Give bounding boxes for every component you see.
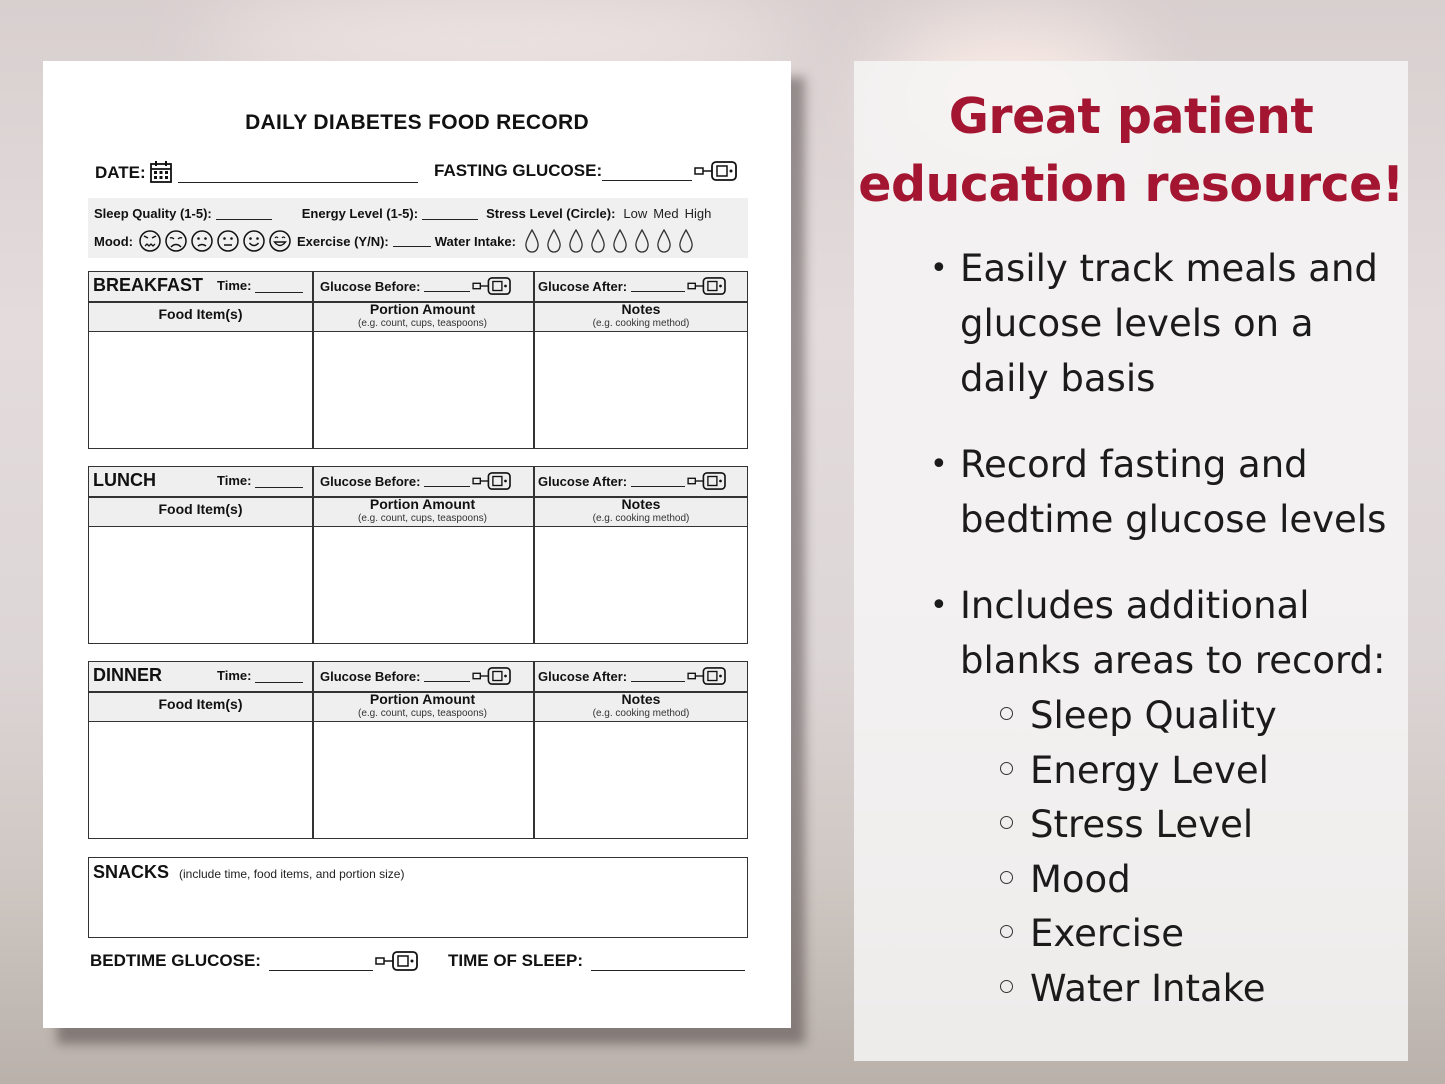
portion-amount-label: Portion Amount: [369, 496, 476, 512]
time-field[interactable]: [255, 281, 303, 293]
meal-section-breakfast: [88, 271, 748, 449]
glucose-before: [320, 277, 512, 295]
glucose-meter-icon: [472, 667, 512, 685]
glucose-meter-icon: [687, 277, 727, 295]
time-of-sleep-label: TIME OF SLEEP:: [448, 951, 584, 970]
notes-hint: (e.g. cooking method): [592, 513, 690, 524]
water-drop-icon[interactable]: [612, 229, 628, 253]
glucose-after-label: Glucose After:: [538, 278, 628, 294]
column-divider: [533, 467, 535, 643]
circle-bullet-icon: [1000, 707, 1013, 720]
portion-hint: (e.g. count, cups, teaspoons): [358, 708, 487, 719]
food-record-sheet: [43, 61, 791, 1028]
portion-amount-label: Portion Amount: [369, 691, 476, 707]
smile-face-icon[interactable]: [243, 230, 265, 252]
sub-item: [1030, 797, 1253, 852]
date-label: DATE:: [95, 163, 146, 182]
portion-header: [312, 301, 533, 329]
sub-item-label: Stress Level: [1030, 803, 1254, 847]
notes-label: Notes: [621, 691, 661, 707]
panel-heading: [854, 83, 1408, 219]
bullet-dot-icon: •: [930, 251, 948, 286]
notes-label: Notes: [621, 496, 661, 512]
glucose-after: [538, 667, 727, 685]
bullet-additional-blanks: [930, 578, 1430, 688]
notes-label: Notes: [621, 301, 661, 317]
glucose-after-field[interactable]: [631, 475, 685, 487]
stress-level-label: Stress Level (Circle):: [486, 206, 616, 221]
heading-line-1: Great patient: [948, 88, 1314, 145]
glucose-after: [538, 472, 727, 490]
time-field[interactable]: [255, 476, 303, 488]
column-divider: [312, 272, 314, 448]
water-intake-label: Water Intake:: [434, 233, 516, 249]
info-row-2: [94, 229, 700, 253]
meal-name: DINNER: [93, 665, 163, 685]
glucose-after-label: Glucose After:: [538, 473, 628, 489]
calendar-icon: [150, 161, 172, 183]
circle-bullet-icon: [1000, 980, 1013, 993]
portion-hint: (e.g. count, cups, teaspoons): [358, 513, 487, 524]
snacks-box[interactable]: [88, 857, 748, 938]
column-divider: [533, 272, 535, 448]
sub-item-label: Sleep Quality: [1030, 694, 1277, 737]
glucose-before-field[interactable]: [424, 280, 470, 292]
meal-time: [217, 473, 307, 488]
sleep-quality-label: Sleep Quality (1-5):: [94, 206, 212, 221]
portion-hint: (e.g. count, cups, teaspoons): [358, 318, 487, 329]
neutral-face-icon[interactable]: [217, 230, 239, 252]
circle-bullet-icon: [1000, 816, 1013, 829]
meal-section-dinner: [88, 661, 748, 839]
portion-header: [312, 691, 533, 719]
notes-header: [534, 496, 748, 524]
glucose-after-field[interactable]: [631, 280, 685, 292]
glucose-before-label: Glucose Before:: [320, 473, 421, 489]
bullet-text-line: blanks areas to record:: [960, 639, 1386, 682]
glucose-before-field[interactable]: [424, 475, 470, 487]
glucose-meter-icon: [687, 667, 727, 685]
sub-item: [1030, 743, 1269, 798]
bullet-text-line: glucose levels on a: [960, 302, 1314, 345]
time-field[interactable]: [255, 671, 303, 683]
sub-item-label: Exercise: [1030, 912, 1184, 956]
bullet-text-line: Record fasting and: [960, 443, 1308, 486]
sub-item: [1030, 688, 1277, 743]
stress-option-med[interactable]: Med: [653, 206, 679, 221]
food-items-header: [89, 501, 312, 517]
glucose-meter-icon: [472, 277, 512, 295]
fasting-glucose-field[interactable]: [602, 165, 692, 181]
daily-info-box: [88, 198, 748, 258]
column-divider: [533, 662, 535, 838]
info-row-1: [94, 206, 714, 221]
meal-name: LUNCH: [93, 470, 156, 490]
water-drop-icon[interactable]: [568, 229, 584, 253]
snacks-hint: (include time, food items, and portion size): [179, 867, 405, 881]
portion-amount-label: Portion Amount: [369, 301, 476, 317]
sad-face-icon[interactable]: [165, 230, 187, 252]
sub-item: [1030, 852, 1131, 907]
food-items-label: Food Item(s): [158, 696, 243, 712]
bedtime-glucose-label: BEDTIME GLUCOSE:: [90, 951, 261, 970]
bullet-fasting-bedtime: [930, 437, 1430, 547]
glucose-before: [320, 667, 512, 685]
portion-header: [312, 496, 533, 524]
snacks-label: SNACKS: [93, 862, 170, 882]
meal-section-lunch: [88, 466, 748, 644]
glucose-after: [538, 277, 727, 295]
notes-header: [534, 691, 748, 719]
grin-face-icon[interactable]: [269, 230, 291, 252]
glucose-before-field[interactable]: [424, 670, 470, 682]
bedtime-glucose-field[interactable]: [269, 955, 373, 971]
promo-panel: [854, 61, 1408, 1061]
water-drop-icon[interactable]: [678, 229, 694, 253]
water-drop-icon[interactable]: [656, 229, 672, 253]
column-divider: [312, 662, 314, 838]
glucose-before: [320, 472, 512, 490]
water-drop-icon[interactable]: [590, 229, 606, 253]
notes-hint: (e.g. cooking method): [592, 318, 690, 329]
bullet-text-line: Easily track meals and: [960, 247, 1378, 290]
time-label: Time:: [217, 668, 252, 683]
heading-line-2: education resource!: [858, 156, 1404, 213]
time-label: Time:: [217, 278, 252, 293]
bullet-dot-icon: •: [930, 588, 948, 623]
food-items-label: Food Item(s): [158, 306, 243, 322]
meal-time: [217, 668, 307, 683]
bullet-text-line: Includes additional: [960, 584, 1310, 627]
mood-label: Mood:: [94, 233, 133, 249]
glucose-after-label: Glucose After:: [538, 668, 628, 684]
energy-level-label: Energy Level (1-5):: [301, 206, 419, 221]
date-row: [95, 161, 418, 183]
glucose-meter-icon: [694, 161, 738, 181]
glucose-meter-icon: [375, 951, 419, 971]
exercise-field[interactable]: [393, 235, 431, 247]
bullet-text-line: bedtime glucose levels: [960, 498, 1387, 541]
bullet-track-meals: [930, 241, 1430, 406]
glucose-before-label: Glucose Before:: [320, 668, 421, 684]
food-items-header: [89, 696, 312, 712]
sleep-quality-field[interactable]: [216, 208, 272, 220]
notes-header: [534, 301, 748, 329]
circle-bullet-icon: [1000, 871, 1013, 884]
bullet-dot-icon: •: [930, 447, 948, 482]
sub-item: [1030, 906, 1184, 961]
meal-header: [89, 272, 747, 332]
sub-item-label: Water Intake: [1030, 967, 1266, 1010]
sub-item-label: Energy Level: [1030, 748, 1269, 792]
sub-item-label: Mood: [1030, 857, 1131, 901]
meal-header: [89, 662, 747, 722]
circle-bullet-icon: [1000, 762, 1013, 775]
column-divider: [312, 467, 314, 643]
sub-item: [1030, 961, 1266, 1016]
meal-name: BREAKFAST: [93, 275, 204, 295]
circle-bullet-icon: [1000, 925, 1013, 938]
bedtime-row: [90, 951, 419, 971]
food-items-header: [89, 306, 312, 322]
stress-option-high[interactable]: High: [684, 206, 712, 221]
notes-hint: (e.g. cooking method): [592, 708, 690, 719]
exercise-label: Exercise (Y/N):: [296, 233, 389, 249]
fasting-row: [434, 161, 738, 181]
time-of-sleep-field[interactable]: [591, 955, 745, 971]
bullet-text-line: daily basis: [960, 357, 1156, 400]
water-drop-icon[interactable]: [634, 229, 650, 253]
glucose-meter-icon: [472, 472, 512, 490]
form-title: DAILY DIABETES FOOD RECORD: [245, 111, 589, 134]
food-items-label: Food Item(s): [158, 501, 243, 517]
water-drop-icon[interactable]: [546, 229, 562, 253]
date-field[interactable]: [178, 167, 418, 183]
meal-time: [217, 278, 307, 293]
meal-header: [89, 467, 747, 527]
stress-option-low[interactable]: Low: [623, 206, 648, 221]
energy-level-field[interactable]: [422, 208, 478, 220]
glucose-before-label: Glucose Before:: [320, 278, 421, 294]
glucose-meter-icon: [687, 472, 727, 490]
glucose-after-field[interactable]: [631, 670, 685, 682]
sleep-time-row: [448, 951, 745, 971]
time-label: Time:: [217, 473, 252, 488]
angry-face-icon[interactable]: [139, 230, 161, 252]
frown-face-icon[interactable]: [191, 230, 213, 252]
fasting-glucose-label: FASTING GLUCOSE:: [434, 161, 603, 180]
water-drop-icon[interactable]: [524, 229, 540, 253]
